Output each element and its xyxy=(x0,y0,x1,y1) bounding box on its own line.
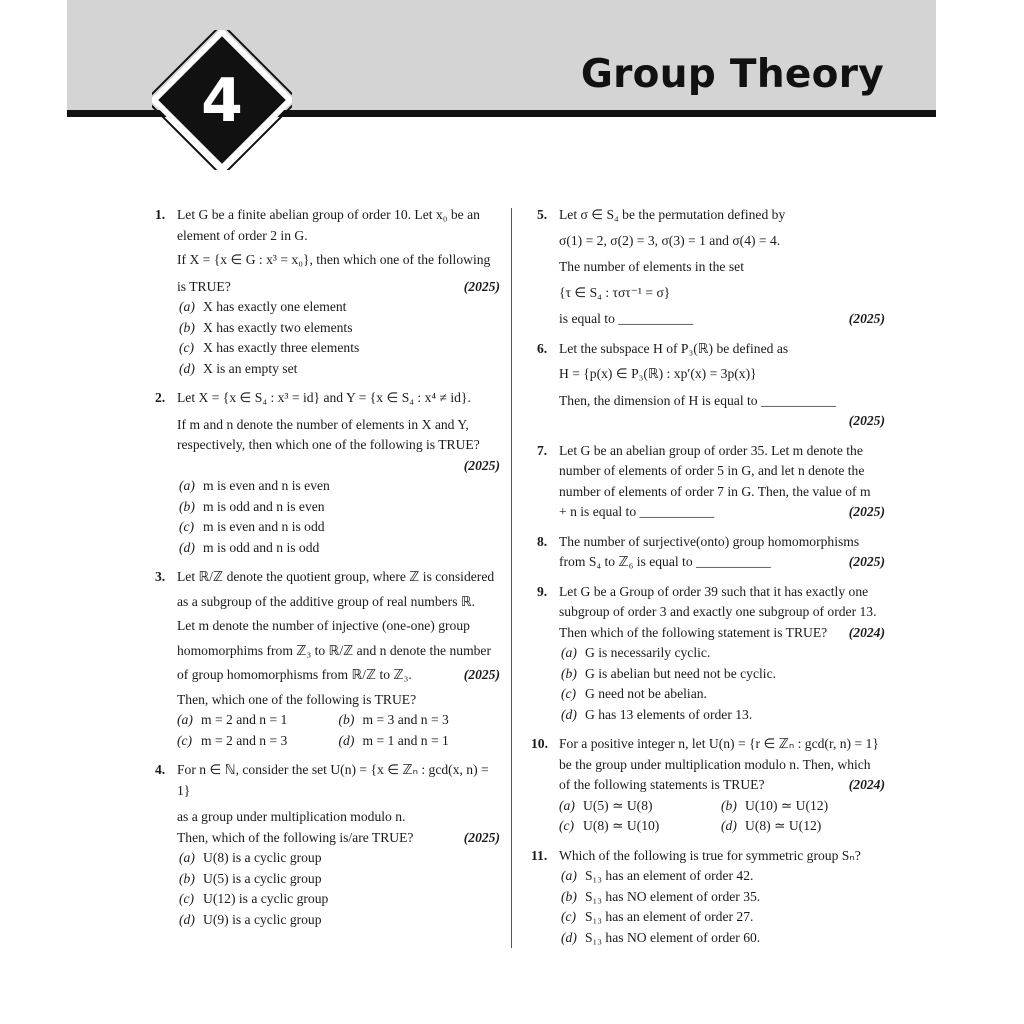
question-tail: Then, the dimension of H is equal to ___________ xyxy=(559,392,836,408)
option-d: (d) S₁₃ has NO element of order 60. xyxy=(561,929,761,945)
question-number: 11. xyxy=(531,847,548,863)
option-c: (c) m = 2 and n = 3 xyxy=(177,732,288,748)
question-number: 4. xyxy=(155,762,166,777)
question-text: number of elements of order 7 in G. Then, the value of m xyxy=(559,483,871,499)
question-tail: (2024) Then which of the following statement is TRUE? xyxy=(559,623,885,644)
question-4 xyxy=(155,760,500,930)
question-text: (2025) Then, which of the following is/are TRUE? xyxy=(177,828,500,849)
math-expression: If X = {x ∈ G : x³ = x₀}, then which one of the following xyxy=(177,252,491,267)
question-text: Let G be an abelian group of order 35. Let m denote the xyxy=(559,442,863,458)
question-text: as a group under multiplication modulo n. xyxy=(177,809,406,824)
question-5 xyxy=(537,205,885,330)
question-1 xyxy=(155,205,500,379)
question-text: The number of surjective(onto) group homomorphisms xyxy=(559,533,860,549)
question-text: If m and n denote the number of elements in X and Y, xyxy=(177,416,469,432)
question-11 xyxy=(531,846,885,949)
question-tail: (2025) is TRUE? xyxy=(177,277,500,298)
option-d: (d) U(8) ≃ U(12) xyxy=(721,818,822,833)
math-expression: σ(1) = 2, σ(2) = 3, σ(3) = 1 and σ(4) = 4. xyxy=(559,232,781,248)
question-tail: (2025) is equal to ___________ xyxy=(559,309,885,330)
question-number: 1. xyxy=(155,207,166,222)
option-c: (c) S₁₃ has an element of order 27. xyxy=(561,909,754,924)
math-expression: H = {p(x) ∈ P₃(ℝ) : xp′(x) = 3p(x)} xyxy=(559,366,757,381)
question-text: Let G be a finite abelian group of order 10. Let x₀ be an xyxy=(177,207,480,222)
options-row-2 xyxy=(559,816,885,837)
options-row-1 xyxy=(559,796,885,817)
option-c: (c) U(12) is a cyclic group xyxy=(179,891,329,906)
option-a: (a) m = 2 and n = 1 xyxy=(177,712,288,727)
math-expression: {τ ∈ S₄ : τστ⁻¹ = σ} xyxy=(559,284,671,300)
year-tag: (2025) xyxy=(463,278,500,294)
option-d: (d) m is odd and n is odd xyxy=(179,539,320,555)
year-tag: (2025) xyxy=(848,554,885,569)
left-column xyxy=(155,205,500,939)
question-text: subgroup of order 3 and exactly one subgroup of order 13. xyxy=(559,604,877,619)
question-tail: (2025) + n is equal to ___________ xyxy=(559,502,885,523)
question-9 xyxy=(537,582,885,726)
math-expression: For n ∈ ℕ, consider the set U(n) = {x ∈ ℤₙ : gcd(x, n) = 1} xyxy=(177,762,489,798)
question-text: as a subgroup of the additive group of real numbers ℝ. xyxy=(177,593,476,609)
question-tail: (2025) from S₄ to ℤ₆ is equal to ___________ xyxy=(559,552,885,573)
option-a: (a) U(5) ≃ U(8) xyxy=(559,797,653,813)
question-number: 3. xyxy=(155,569,166,584)
option-b: (b) G is abelian but need not be cyclic. xyxy=(561,665,777,681)
chapter-title: Group Theory xyxy=(580,52,884,97)
question-text: For a positive integer n, let U(n) = {r ∈ ℤₙ : gcd(r, n) = 1} xyxy=(559,736,879,751)
option-b: (b) m = 3 and n = 3 xyxy=(338,712,449,727)
option-a: (a) m is even and n is even xyxy=(179,478,330,493)
option-c: (c) m is even and n is odd xyxy=(179,519,325,534)
option-d: (d) m = 1 and n = 1 xyxy=(338,732,449,748)
option-d: (d) G has 13 elements of order 13. xyxy=(561,706,753,722)
question-text: Let ℝ/ℤ denote the quotient group, where ℤ is considered xyxy=(177,569,495,584)
year-tag: (2025) xyxy=(848,504,885,519)
options-row-1 xyxy=(177,710,500,731)
option-c: (c) G need not be abelian. xyxy=(561,686,707,701)
question-number: 10. xyxy=(531,736,548,751)
question-text: respectively, then which one of the following is TRUE? xyxy=(177,437,480,452)
question-8 xyxy=(537,532,885,573)
question-3 xyxy=(155,567,500,751)
question-number: 9. xyxy=(537,583,548,599)
column-divider xyxy=(511,208,512,948)
question-2 xyxy=(155,388,500,558)
option-d: (d) X is an empty set xyxy=(179,360,298,376)
question-6 xyxy=(537,339,885,432)
question-text: Let G be a Group of order 39 such that it has exactly one xyxy=(559,583,869,599)
question-text: The number of elements in the set xyxy=(559,259,744,274)
question-tail: (2024) of the following statements is TRUE? xyxy=(559,775,885,796)
year-tag: (2024) xyxy=(848,624,885,640)
option-d: (d) U(9) is a cyclic group xyxy=(179,911,322,927)
option-b: (b) U(10) ≃ U(12) xyxy=(721,797,829,813)
question-number: 2. xyxy=(155,390,166,405)
question-text: (2025) of group homomorphisms from ℝ/ℤ to ℤ₃. xyxy=(177,665,500,686)
question-tail: Then, which one of the following is TRUE? xyxy=(177,691,417,707)
year-tag: (2025) xyxy=(848,413,885,428)
math-expression: Let X = {x ∈ S₄ : x³ = id} and Y = {x ∈ S₄ : x⁴ ≠ id}. xyxy=(177,390,471,405)
question-text: element of order 2 in G. xyxy=(177,227,308,243)
question-text: Let σ ∈ S₄ be the permutation defined by xyxy=(559,207,786,222)
question-10 xyxy=(531,734,885,837)
option-c: (c) X has exactly three elements xyxy=(179,340,360,355)
options-row-2 xyxy=(177,731,500,752)
option-a: (a) X has exactly one element xyxy=(179,299,347,314)
question-7 xyxy=(537,441,885,523)
question-text: number of elements of order 5 in G, and let n denote the xyxy=(559,463,865,478)
option-a: (a) S₁₃ has an element of order 42. xyxy=(561,868,754,883)
question-number: 5. xyxy=(537,207,548,222)
option-b: (b) S₁₃ has NO element of order 35. xyxy=(561,888,761,904)
option-a: (a) G is necessarily cyclic. xyxy=(561,645,711,660)
option-b: (b) X has exactly two elements xyxy=(179,319,353,335)
option-b: (b) m is odd and n is even xyxy=(179,498,325,514)
year-tag: (2025) xyxy=(848,311,885,326)
year-tag: (2025) xyxy=(463,667,500,682)
question-text: Which of the following is true for symmetric group Sₙ? xyxy=(559,847,861,863)
chapter-number: 4 xyxy=(201,66,243,136)
year-tag-line xyxy=(177,456,500,477)
option-b: (b) U(5) is a cyclic group xyxy=(179,870,322,886)
question-text: Let m denote the number of injective (one-one) group xyxy=(177,618,470,633)
year-tag-line xyxy=(559,411,885,432)
option-a: (a) U(8) is a cyclic group xyxy=(179,850,322,865)
question-number: 7. xyxy=(537,442,548,458)
year-tag: (2025) xyxy=(463,457,500,473)
question-number: 6. xyxy=(537,340,548,356)
year-tag: (2025) xyxy=(463,829,500,845)
chapter-badge xyxy=(152,30,292,170)
option-c: (c) U(8) ≃ U(10) xyxy=(559,818,660,833)
right-column xyxy=(531,205,885,957)
question-number: 8. xyxy=(537,533,548,549)
question-text: Let the subspace H of P₃(ℝ) be defined as xyxy=(559,340,789,356)
year-tag: (2024) xyxy=(848,777,885,792)
question-text: be the group under multiplication modulo n. Then, which xyxy=(559,756,871,772)
question-text: homomorphims from ℤ₃ to ℝ/ℤ and n denote the number xyxy=(177,642,491,658)
